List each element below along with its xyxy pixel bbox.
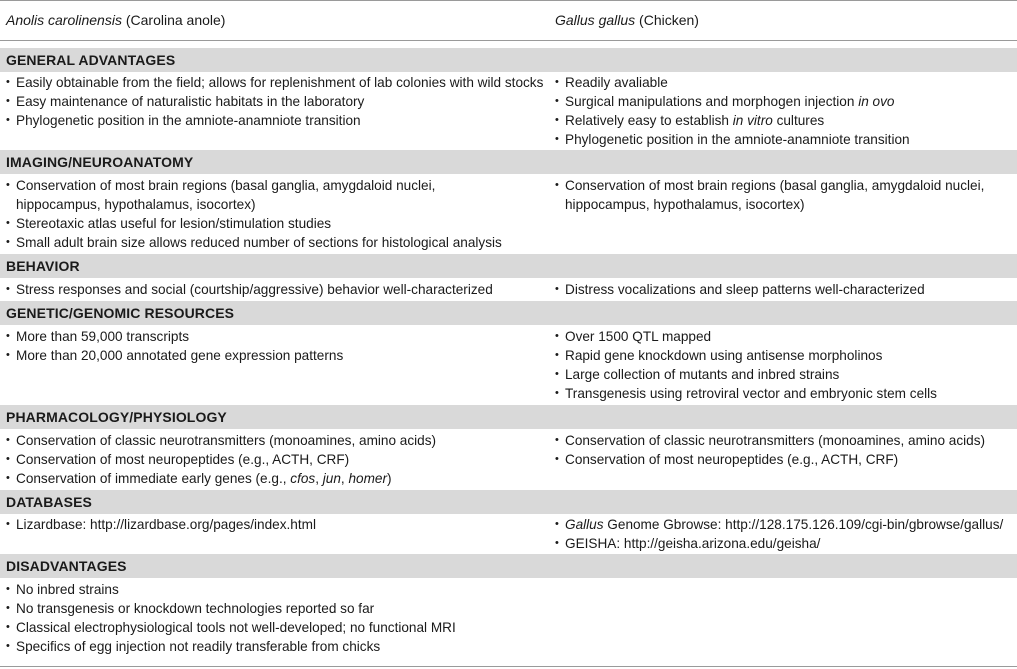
list-item: • Stress responses and social (courtship/aggressive) behavior well-characterized <box>6 280 546 299</box>
section-title: IMAGING/NEUROANATOMY <box>6 154 194 170</box>
list-item: • Conservation of most brain regions (basal ganglia, amygdaloid nuclei, hippocampus, hypothalamus, isocortex) <box>6 176 506 214</box>
list-item: • Over 1500 QTL mapped <box>555 327 1013 346</box>
header-rule <box>0 40 1017 41</box>
section-band <box>0 254 1017 278</box>
left-column <box>6 580 546 656</box>
right-column <box>555 327 1013 403</box>
section-title: BEHAVIOR <box>6 258 80 274</box>
section-band <box>0 301 1017 325</box>
list-item: • Surgical manipulations and morphogen injection in ovo <box>555 92 1013 111</box>
list-item: • Small adult brain size allows reduced number of sections for histological analysis <box>6 233 546 252</box>
list-item: • Conservation of most neuropeptides (e.g., ACTH, CRF) <box>6 450 546 469</box>
list-item: • Rapid gene knockdown using antisense morpholinos <box>555 346 1013 365</box>
list-item: • More than 20,000 annotated gene expression patterns <box>6 346 546 365</box>
list-item: • Readily avaliable <box>555 73 1013 92</box>
section-title: DISADVANTAGES <box>6 558 127 574</box>
list-item: • Relatively easy to establish in vitro cultures <box>555 111 1013 130</box>
left-column <box>6 280 546 299</box>
right-column <box>555 73 1013 149</box>
list-item: • Conservation of most brain regions (basal ganglia, amygdaloid nuclei, hippocampus, hypothalamus, isocortex) <box>555 176 1005 214</box>
list-item: • Conservation of most neuropeptides (e.g., ACTH, CRF) <box>555 450 1013 469</box>
header-right-common: (Chicken) <box>635 12 699 28</box>
section-title: GENETIC/GENOMIC RESOURCES <box>6 305 235 321</box>
section-band <box>0 150 1017 174</box>
left-column <box>6 431 546 488</box>
header-right <box>555 0 699 40</box>
list-item: • Easy maintenance of naturalistic habitats in the laboratory <box>6 92 546 111</box>
section-band <box>0 48 1017 72</box>
right-column <box>555 431 1013 469</box>
right-column <box>555 176 1013 214</box>
list-item: • Specifics of egg injection not readily transferable from chicks <box>6 637 546 656</box>
section-band <box>0 405 1017 429</box>
section-title: GENERAL ADVANTAGES <box>6 52 176 68</box>
list-item: • Transgenesis using retroviral vector and embryonic stem cells <box>555 384 1013 403</box>
left-column <box>6 176 546 252</box>
list-item: • No inbred strains <box>6 580 546 599</box>
list-item: • Phylogenetic position in the amniote-anamniote transition <box>555 130 1013 149</box>
list-item: • Conservation of classic neurotransmitters (monoamines, amino acids) <box>555 431 1013 450</box>
list-item: • Lizardbase: http://lizardbase.org/pages/index.html <box>6 515 546 534</box>
list-item: • Classical electrophysiological tools not well-developed; no functional MRI <box>6 618 546 637</box>
right-column <box>555 280 1013 299</box>
left-column <box>6 327 546 365</box>
header-left-species: Anolis carolinensis <box>6 12 122 28</box>
left-column <box>6 73 546 130</box>
header-left <box>6 0 225 40</box>
list-item: • GEISHA: http://geisha.arizona.edu/geisha/ <box>555 534 1013 553</box>
list-item: • Distress vocalizations and sleep patterns well-characterized <box>555 280 1013 299</box>
list-item: • Conservation of classic neurotransmitters (monoamines, amino acids) <box>6 431 546 450</box>
list-item: • Large collection of mutants and inbred strains <box>555 365 1013 384</box>
list-item: • Easily obtainable from the field; allows for replenishment of lab colonies with wild stocks <box>6 73 546 92</box>
list-item: • Conservation of immediate early genes (e.g., cfos, jun, homer) <box>6 469 546 488</box>
list-item: • Phylogenetic position in the amniote-anamniote transition <box>6 111 546 130</box>
section-band <box>0 490 1017 514</box>
section-title: PHARMACOLOGY/PHYSIOLOGY <box>6 409 227 425</box>
header-left-common-text: (Carolina anole) <box>121 12 226 28</box>
header-right-species: Gallus gallus <box>555 12 636 28</box>
section-title: DATABASES <box>6 494 92 510</box>
list-item: • Gallus Genome Gbrowse: http://128.175.126.109/cgi-bin/gbrowse/gallus/ <box>555 515 1013 534</box>
section-band <box>0 554 1017 578</box>
list-item: • More than 59,000 transcripts <box>6 327 546 346</box>
left-column <box>6 515 546 534</box>
list-item: • No transgenesis or knockdown technologies reported so far <box>6 599 546 618</box>
list-item: • Stereotaxic atlas useful for lesion/stimulation studies <box>6 214 546 233</box>
bottom-rule <box>0 666 1017 667</box>
right-column <box>555 515 1013 553</box>
